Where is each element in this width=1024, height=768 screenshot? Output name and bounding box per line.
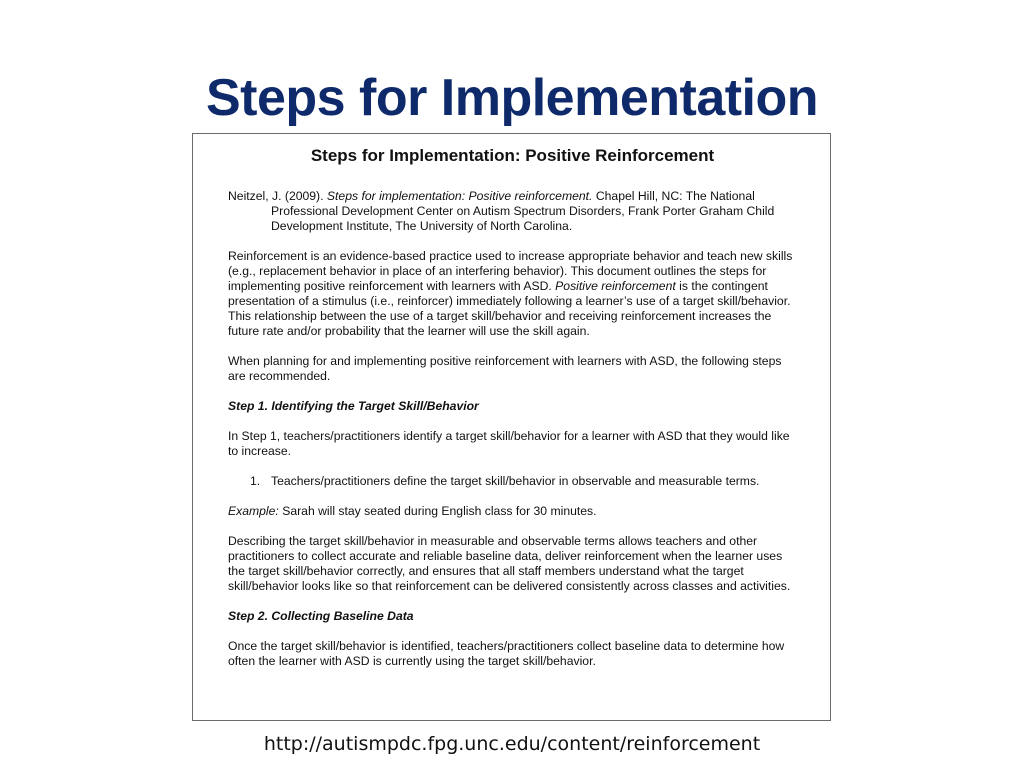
step2-paragraph: Once the target skill/behavior is identified, teachers/practitioners collect baseline data to determine how often the learner with ASD is currently using the target skill/behavior. xyxy=(228,639,785,668)
planning-paragraph: When planning for and implementing positive reinforcement with learners with ASD, the following steps are recommended. xyxy=(228,354,782,383)
document-heading: Steps for Implementation: Positive Reinforcement xyxy=(310,146,715,165)
list-item-number: 1. xyxy=(250,474,261,488)
citation xyxy=(228,189,798,234)
document-body xyxy=(228,189,798,684)
example-text: Sarah will stay seated during English class for 30 minutes. xyxy=(278,504,597,518)
intro-paragraph xyxy=(228,249,798,339)
document-image xyxy=(192,133,831,721)
slide-title: Steps for Implementation xyxy=(205,69,819,127)
citation-title: Steps for implementation: Positive reinforcement. xyxy=(326,189,593,203)
citation-author: Neitzel, J. (2009). xyxy=(228,189,327,203)
step1-paragraph: In Step 1, teachers/practitioners identify a target skill/behavior for a learner with ASD that they would like to increase. xyxy=(228,429,790,458)
describing-paragraph: Describing the target skill/behavior in measurable and observable terms allows teachers and other practitioners to collect accurate and reliable baseline data, deliver reinforcement when the learner uses the target skill/behavior correctly, and ensures that all staff members understand what the target skill/behavior looks like so that reinforcement can be delivered consistently across classes and activities. xyxy=(228,534,791,593)
step1-list-item xyxy=(228,474,798,489)
source-url: http://autismpdc.fpg.unc.edu/content/reinforcement xyxy=(263,733,761,755)
intro-text-1: Reinforcement is an evidence-based practice used to increase appropriate behavior and teach new skills (e.g., replacement behavior in place of an interfering behavior). This document outlines the steps for implementing positive reinforcement with learners with ASD. xyxy=(228,249,793,293)
intro-text-2: is the contingent presentation of a stimulus (i.e., reinforcer) immediately following a learner’s use of a target skill/behavior. This relationship between the use of a target skill/behavior and receiving reinforcement increases the future rate and/or probability that the learner will use the skill again. xyxy=(228,279,791,338)
step2-heading: Step 2. Collecting Baseline Data xyxy=(228,609,414,623)
example-label: Example: xyxy=(228,504,279,518)
citation-publisher: Chapel Hill, NC: The National Professional Development Center on Autism Spectrum Disorders, Frank Porter Graham Child Development Institute, The University of North Carolina. xyxy=(271,189,775,233)
list-item-text: Teachers/practitioners define the target skill/behavior in observable and measurable terms. xyxy=(271,474,760,488)
intro-term: Positive reinforcement xyxy=(555,279,676,293)
step1-heading: Step 1. Identifying the Target Skill/Behavior xyxy=(228,399,479,413)
example-paragraph xyxy=(228,504,798,519)
